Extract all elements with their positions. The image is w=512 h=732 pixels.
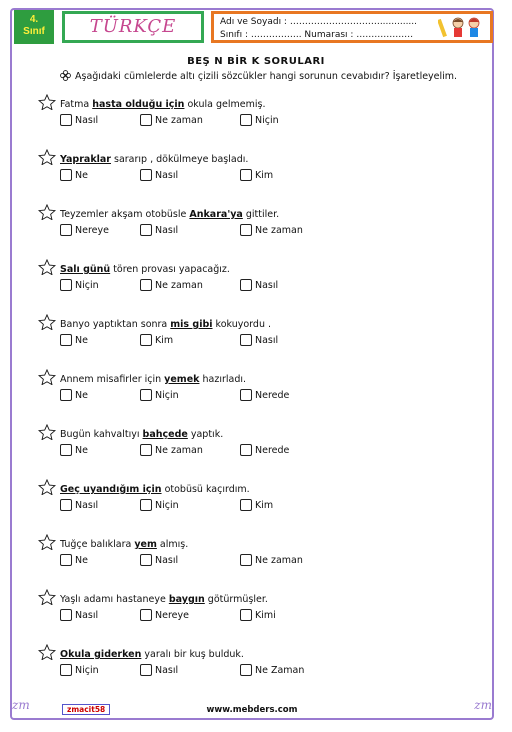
- grade-number: 4.: [29, 14, 39, 25]
- answer-checkbox[interactable]: [140, 389, 152, 401]
- answer-checkbox[interactable]: [140, 664, 152, 676]
- answer-option-label: Ne: [75, 170, 88, 181]
- answer-option-label: Nereye: [75, 225, 109, 236]
- answer-option-label: Niçin: [75, 280, 99, 291]
- star-icon: [38, 589, 56, 605]
- footer-logo-right: zm: [474, 698, 492, 712]
- answer-option[interactable]: [240, 279, 278, 293]
- instruction-line: [60, 70, 457, 82]
- answer-option[interactable]: [240, 664, 304, 678]
- answer-option[interactable]: [240, 169, 273, 183]
- answer-checkbox[interactable]: [60, 389, 72, 401]
- sentence-text-after: tören provası yapacağız.: [110, 264, 230, 275]
- answer-option[interactable]: [240, 334, 278, 348]
- answer-option-label: Niçin: [75, 665, 99, 676]
- kids-illustration: [438, 15, 486, 39]
- answer-option[interactable]: [240, 224, 303, 238]
- worksheet-heading: BEŞ N BİR K SORULARI: [187, 56, 325, 67]
- answer-option-label: Nereye: [155, 610, 189, 621]
- answer-checkbox[interactable]: [60, 224, 72, 236]
- footer: [10, 700, 494, 720]
- question-item: [38, 479, 478, 515]
- answer-option[interactable]: [240, 114, 279, 128]
- answer-checkbox[interactable]: [60, 444, 72, 456]
- question-sentence: [38, 534, 478, 550]
- answer-option[interactable]: [240, 499, 273, 513]
- question-item: [38, 94, 478, 130]
- underlined-words: yem: [134, 539, 157, 550]
- sentence-text-before: Yaşlı adamı hastaneye: [60, 594, 169, 605]
- subject-title-box: [62, 11, 204, 43]
- answer-option-label: Niçin: [155, 390, 179, 401]
- answer-option[interactable]: [60, 499, 98, 513]
- underlined-words: bahçede: [142, 429, 188, 440]
- sentence-text-after: gittiler.: [242, 209, 280, 220]
- underlined-words: Yapraklar: [60, 154, 111, 165]
- underlined-words: Salı günü: [60, 264, 111, 275]
- answer-option-label: Nasıl: [155, 170, 179, 181]
- answer-option[interactable]: [140, 609, 189, 623]
- answer-option-label: Nasıl: [75, 500, 99, 511]
- answer-option[interactable]: [140, 664, 178, 678]
- sentence-text-after: yaptık.: [187, 429, 224, 440]
- answer-option-label: Kim: [255, 170, 274, 181]
- sentence-text-before: Bugün kahvaltıyı: [60, 429, 143, 440]
- answer-option[interactable]: [140, 554, 178, 568]
- answer-option-label: Nasıl: [255, 335, 279, 346]
- answer-option[interactable]: [60, 609, 98, 623]
- star-icon: [38, 149, 56, 165]
- sentence-text-before: Tuğçe balıklara: [60, 539, 135, 550]
- answer-option[interactable]: [60, 389, 88, 403]
- question-sentence: [38, 589, 478, 605]
- grade-label: Sınıf: [23, 26, 45, 37]
- question-sentence: [38, 204, 478, 220]
- answer-option[interactable]: [240, 554, 303, 568]
- answer-option[interactable]: [140, 114, 203, 128]
- underlined-words: Ankara'ya: [189, 209, 243, 220]
- star-icon: [38, 424, 56, 440]
- answer-checkbox[interactable]: [240, 224, 252, 236]
- answer-checkbox[interactable]: [60, 114, 72, 126]
- answer-checkbox[interactable]: [140, 169, 152, 181]
- answer-checkbox[interactable]: [240, 169, 252, 181]
- answer-option[interactable]: [240, 444, 289, 458]
- answer-checkbox[interactable]: [240, 279, 252, 291]
- question-item: [38, 534, 478, 570]
- underlined-words: mis gibi: [170, 319, 213, 330]
- answer-option-label: Kimi: [255, 610, 276, 621]
- answer-option[interactable]: [240, 389, 289, 403]
- answer-options: [38, 169, 478, 185]
- grade-badge: [14, 10, 54, 44]
- answer-option[interactable]: [60, 114, 98, 128]
- flower-icon: [60, 70, 71, 81]
- answer-option[interactable]: [60, 664, 99, 678]
- answer-checkbox[interactable]: [140, 444, 152, 456]
- instruction-text: Aşağıdaki cümlelerde altı çizili sözcükler hangi sorunun cevabıdır? İşaretleyelim.: [75, 71, 458, 82]
- underlined-words: yemek: [164, 374, 200, 385]
- answer-option[interactable]: [60, 279, 99, 293]
- question-sentence: [38, 149, 478, 165]
- sentence-text-after: almış.: [156, 539, 189, 550]
- student-info-box: [211, 11, 493, 43]
- answer-option[interactable]: [140, 334, 173, 348]
- answer-option[interactable]: [140, 224, 178, 238]
- sentence-text-after: götürmüşler.: [204, 594, 268, 605]
- question-item: [38, 149, 478, 185]
- answer-option-label: Ne: [75, 445, 88, 456]
- answer-options: [38, 279, 478, 295]
- answer-option[interactable]: [140, 169, 178, 183]
- question-item: [38, 589, 478, 625]
- answer-options: [38, 224, 478, 240]
- question-sentence: [38, 314, 478, 330]
- star-icon: [38, 644, 56, 660]
- answer-option-label: Ne zaman: [255, 555, 303, 566]
- answer-checkbox[interactable]: [240, 499, 252, 511]
- underlined-words: Okula giderken: [60, 649, 142, 660]
- question-sentence: [38, 369, 478, 385]
- answer-checkbox[interactable]: [240, 664, 252, 676]
- answer-checkbox[interactable]: [60, 334, 72, 346]
- answer-checkbox[interactable]: [240, 334, 252, 346]
- underlined-words: hasta olduğu için: [92, 99, 185, 110]
- subject-title: TÜRKÇE: [89, 16, 177, 37]
- answer-option[interactable]: [140, 389, 179, 403]
- sentence-text-after: kokuyordu .: [212, 319, 272, 330]
- answer-checkbox[interactable]: [140, 114, 152, 126]
- answer-option[interactable]: [140, 444, 203, 458]
- answer-option[interactable]: [60, 444, 88, 458]
- answer-option-label: Nasıl: [155, 665, 179, 676]
- answer-option-label: Nasıl: [75, 115, 99, 126]
- sentence-text-before: Banyo yaptıktan sonra: [60, 319, 171, 330]
- answer-option[interactable]: [60, 224, 109, 238]
- answer-checkbox[interactable]: [240, 609, 252, 621]
- answer-option[interactable]: [140, 499, 179, 513]
- answer-checkbox[interactable]: [140, 499, 152, 511]
- class-number-field[interactable]: Sınıfı : …………….. Numarası : …………….…: [220, 30, 414, 40]
- answer-option-label: Niçin: [155, 500, 179, 511]
- answer-option-label: Nasıl: [155, 555, 179, 566]
- star-icon: [38, 204, 56, 220]
- sentence-text-after: hazırladı.: [199, 374, 247, 385]
- answer-option-label: Nasıl: [255, 280, 279, 291]
- star-icon: [38, 259, 56, 275]
- question-item: [38, 369, 478, 405]
- question-sentence: [38, 259, 478, 275]
- underlined-words: baygın: [168, 594, 205, 605]
- answer-option-label: Ne: [75, 390, 88, 401]
- answer-checkbox[interactable]: [60, 554, 72, 566]
- answer-option[interactable]: [240, 609, 276, 623]
- sentence-text-before: Annem misafirler için: [60, 374, 165, 385]
- answer-checkbox[interactable]: [60, 169, 72, 181]
- answer-option-label: Nasıl: [155, 225, 179, 236]
- answer-checkbox[interactable]: [60, 664, 72, 676]
- question-item: [38, 424, 478, 460]
- answer-options: [38, 664, 478, 680]
- name-field[interactable]: Adı ve Soyadı : ………………………….............: [220, 17, 418, 27]
- answer-options: [38, 389, 478, 405]
- star-icon: [38, 314, 56, 330]
- answer-options: [38, 499, 478, 515]
- footer-logo-left: zm: [12, 698, 30, 712]
- answer-checkbox[interactable]: [140, 224, 152, 236]
- star-icon: [38, 94, 56, 110]
- answer-checkbox[interactable]: [60, 609, 72, 621]
- star-icon: [38, 534, 56, 550]
- answer-options: [38, 334, 478, 350]
- answer-option-label: Ne: [75, 335, 88, 346]
- answer-option-label: Ne zaman: [155, 280, 203, 291]
- answer-checkbox[interactable]: [240, 389, 252, 401]
- underlined-words: Geç uyandığım için: [60, 484, 162, 495]
- website-link[interactable]: www.mebders.com: [206, 705, 298, 715]
- answer-checkbox[interactable]: [140, 279, 152, 291]
- answer-option-label: Kim: [255, 500, 274, 511]
- answer-checkbox[interactable]: [140, 334, 152, 346]
- sentence-text-after: otobüsü kaçırdım.: [161, 484, 250, 495]
- answer-options: [38, 444, 478, 460]
- answer-option-label: Ne Zaman: [255, 665, 305, 676]
- answer-checkbox[interactable]: [140, 609, 152, 621]
- question-item: [38, 644, 478, 680]
- sentence-text-before: Fatma: [60, 99, 93, 110]
- answer-option-label: Nasıl: [75, 610, 99, 621]
- answer-option-label: Ne zaman: [255, 225, 303, 236]
- answer-option-label: Nerede: [255, 445, 290, 456]
- question-sentence: [38, 644, 478, 660]
- answer-option-label: Ne: [75, 555, 88, 566]
- answer-checkbox[interactable]: [240, 554, 252, 566]
- sentence-text-after: okula gelmemiş.: [184, 99, 266, 110]
- answer-checkbox[interactable]: [60, 499, 72, 511]
- sentence-text-after: yaralı bir kuş bulduk.: [141, 649, 244, 660]
- sentence-text-after: sararıp , dökülmeye başladı.: [110, 154, 249, 165]
- question-item: [38, 204, 478, 240]
- answer-options: [38, 114, 478, 130]
- answer-option-label: Ne zaman: [155, 115, 203, 126]
- star-icon: [38, 369, 56, 385]
- question-item: [38, 259, 478, 295]
- answer-checkbox[interactable]: [60, 279, 72, 291]
- sentence-text-before: Teyzemler akşam otobüsle: [60, 209, 190, 220]
- question-sentence: [38, 479, 478, 495]
- answer-option-label: Ne zaman: [155, 445, 203, 456]
- star-icon: [38, 479, 56, 495]
- question-item: [38, 314, 478, 350]
- answer-option-label: Kim: [155, 335, 174, 346]
- answer-checkbox[interactable]: [240, 444, 252, 456]
- answer-option[interactable]: [60, 169, 88, 183]
- question-sentence: [38, 424, 478, 440]
- answer-option[interactable]: [60, 334, 88, 348]
- answer-checkbox[interactable]: [140, 554, 152, 566]
- answer-option[interactable]: [140, 279, 203, 293]
- answer-checkbox[interactable]: [240, 114, 252, 126]
- answer-options: [38, 609, 478, 625]
- answer-option-label: Nerede: [255, 390, 290, 401]
- answer-options: [38, 554, 478, 570]
- question-sentence: [38, 94, 478, 110]
- author-code-badge: zmacit58: [62, 704, 110, 715]
- answer-option-label: Niçin: [255, 115, 279, 126]
- answer-option[interactable]: [60, 554, 88, 568]
